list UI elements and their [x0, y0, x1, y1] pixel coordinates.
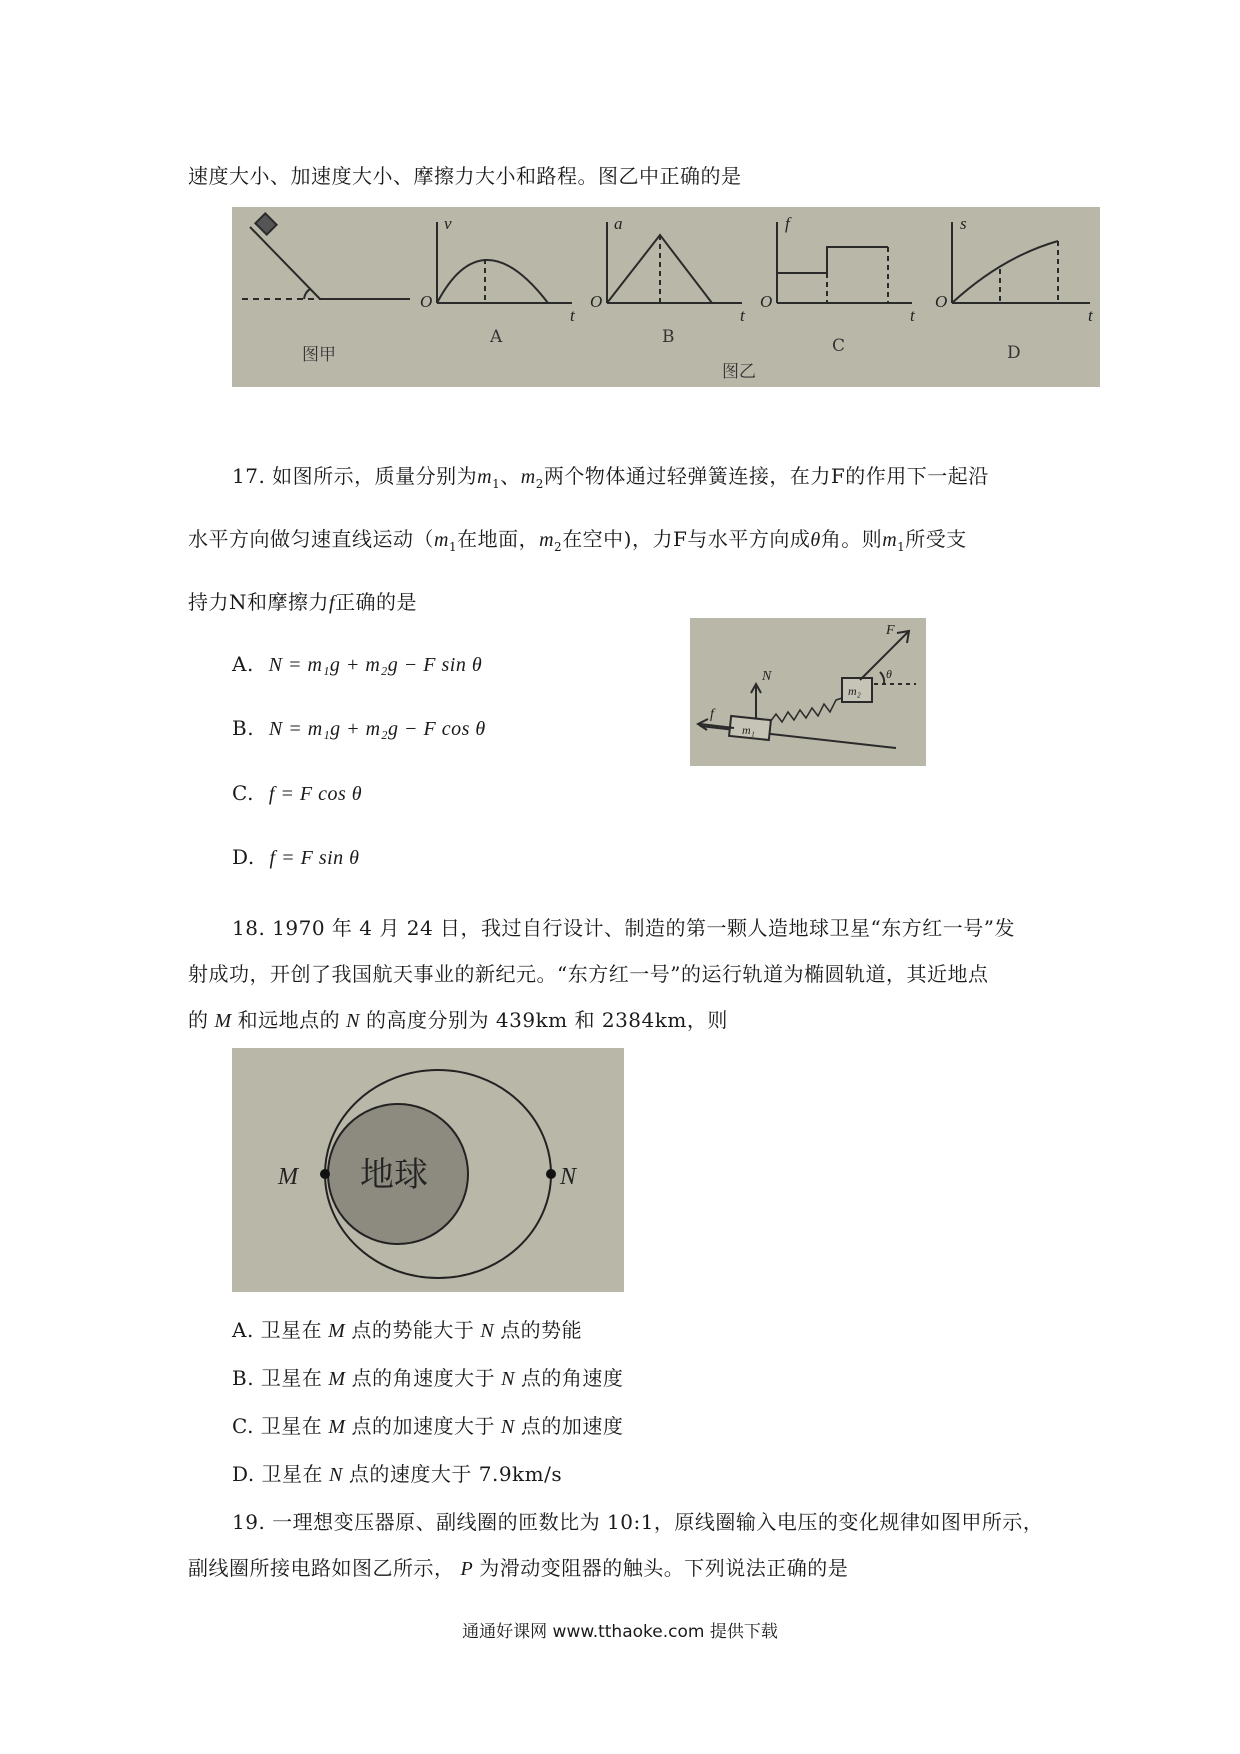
- label-f: f: [710, 707, 714, 722]
- caption-yi: 图乙: [722, 362, 756, 382]
- q18-c-a: C. 卫星在: [232, 1414, 323, 1438]
- q17-option-d: [232, 845, 359, 870]
- q17-text-line2: [188, 523, 967, 554]
- point-N-dot: [546, 1169, 556, 1179]
- q17-l2-sub1b: 1: [897, 540, 906, 554]
- point-M-dot: [320, 1169, 330, 1179]
- q17-l3-f: f: [329, 592, 336, 614]
- q17-opt-c-label: C.: [232, 781, 254, 805]
- q18-d-a: D. 卫星在: [232, 1462, 324, 1486]
- q17-opt-c-expr: f = F cos θ: [268, 783, 363, 805]
- q17-figure: [690, 618, 926, 766]
- spring: [770, 698, 842, 722]
- q17-opt-a-expr: N = m₁g + m₂g − F sin θ: [268, 654, 483, 676]
- q18-b-b: 点的角速度大于: [351, 1366, 496, 1390]
- page-footer: 通通好课网 www.tthaoke.com 提供下载: [462, 1622, 778, 1642]
- q16-figure-svg: [232, 207, 1100, 387]
- force-arrow: [860, 632, 908, 680]
- q17-l2-e: 所受支: [905, 527, 967, 551]
- q17-l2-m1b: m: [882, 529, 898, 551]
- q18-a-b: 点的势能大于: [351, 1318, 475, 1342]
- label-theta: θ: [886, 667, 892, 681]
- q17-l1-m2: m: [520, 466, 536, 488]
- q17-l2-sub2: 2: [554, 540, 563, 554]
- q19-l2-a: 副线圈所接电路如图乙所示，: [188, 1556, 455, 1580]
- graph-a-y-label: v: [444, 214, 452, 233]
- q18-d-b: 点的速度大于 7.9km/s: [348, 1462, 563, 1486]
- q17-opt-d-label: D.: [232, 845, 255, 869]
- q17-option-a: [232, 652, 482, 677]
- q18-b-N: N: [501, 1368, 515, 1390]
- graph-d-y-label: s: [960, 214, 967, 233]
- q18-figure: [232, 1048, 624, 1292]
- q17-l1-c: 两个物体通过轻弹簧连接，在力F的作用下一起沿: [543, 464, 989, 488]
- graph-a-curve: [437, 260, 548, 303]
- q17-l1-a: 17. 如图所示，质量分别为: [232, 464, 478, 488]
- q18-b-M: M: [328, 1368, 346, 1390]
- q17-l2-a: 水平方向做匀速直线运动（: [188, 527, 434, 551]
- q17-opt-a-label: A.: [232, 652, 254, 676]
- q18-text-line3: [188, 1004, 728, 1033]
- q17-l3-a: 持力N和摩擦力: [188, 590, 329, 614]
- q17-l2-m2: m: [539, 529, 555, 551]
- graph-c-label: C: [832, 336, 846, 356]
- q17-l2-m1: m: [434, 529, 449, 551]
- graph-b-label: B: [662, 327, 675, 347]
- graph-a-origin: O: [420, 292, 433, 311]
- q17-option-b: [232, 716, 486, 741]
- caption-jia: 图甲: [302, 345, 336, 365]
- q17-l1-b: 、: [500, 464, 521, 488]
- label-M: M: [278, 1164, 298, 1190]
- q18-c-N: N: [500, 1416, 515, 1438]
- graph-c-x-label: t: [910, 306, 915, 325]
- q17-option-c: [232, 781, 362, 806]
- q18-a-M: M: [328, 1320, 346, 1342]
- q17-l1-m1: m: [477, 466, 493, 488]
- graph-c-y-label: f: [785, 214, 790, 233]
- label-m2: m₂: [848, 684, 861, 698]
- q17-opt-b-expr: N = m₁g + m₂g − F cos θ: [268, 718, 486, 740]
- label-F: F: [886, 623, 895, 638]
- q18-b-c: 点的角速度: [520, 1366, 624, 1390]
- q17-l1-sub1: 1: [492, 477, 501, 491]
- q18-text-line2: 射成功，开创了我国航天事业的新纪元。“东方红一号”的运行轨道为椭圆轨道，其近地点: [188, 962, 989, 986]
- graph-c-curve: [777, 247, 888, 273]
- q18-a-c: 点的势能: [500, 1318, 583, 1342]
- q17-l2-sub1: 1: [448, 540, 458, 554]
- q18-a-N: N: [480, 1320, 495, 1342]
- q19-l2-b: 为滑动变阻器的触头。下列说法正确的是: [479, 1556, 849, 1580]
- q17-text-line3: [188, 586, 417, 615]
- q18-option-d: [232, 1458, 562, 1487]
- q17-figure-svg: [690, 618, 926, 766]
- q18-c-b: 点的加速度大于: [351, 1414, 495, 1438]
- q18-l3-c: 的高度分别为 439km 和 2384km，则: [366, 1008, 728, 1032]
- graph-a-x-label: t: [570, 306, 575, 325]
- q19-text-line1: 19. 一理想变压器原、副线圈的匝数比为 10:1，原线圈输入电压的变化规律如图甲所示，: [232, 1510, 1044, 1534]
- q18-option-b: [232, 1362, 623, 1391]
- q16-text-line1: 速度大小、加速度大小、摩擦力大小和路程。图乙中正确的是: [188, 164, 742, 188]
- q17-opt-b-label: B.: [232, 716, 255, 740]
- q18-c-M: M: [328, 1416, 346, 1438]
- theta-arc: [880, 672, 884, 684]
- q17-l2-c: 在空中)，力F与水平方向成: [562, 527, 811, 551]
- q18-d-N: N: [329, 1464, 343, 1486]
- label-N: N: [560, 1164, 577, 1190]
- q18-option-c: [232, 1410, 623, 1439]
- q18-l3-a: 的: [188, 1008, 209, 1032]
- q17-opt-d-expr: f = F sin θ: [269, 847, 360, 869]
- graph-d-curve: [952, 241, 1058, 303]
- q17-l3-b: 正确的是: [335, 590, 418, 614]
- q17-l2-d: 角。则: [820, 527, 883, 551]
- angle-arc: [304, 289, 310, 299]
- graph-d-x-label: t: [1088, 306, 1093, 325]
- incline-line: [250, 227, 320, 299]
- graph-b-x-label: t: [740, 306, 745, 325]
- q18-b-a: B. 卫星在: [232, 1366, 323, 1390]
- q17-l2-b: 在地面，: [457, 527, 540, 551]
- q18-a-a: A. 卫星在: [232, 1318, 323, 1342]
- graph-b-origin: O: [590, 292, 603, 311]
- graph-d-label: D: [1007, 343, 1021, 363]
- q17-text-line1: [232, 460, 989, 491]
- label-N: N: [762, 669, 772, 684]
- q18-l3-M: M: [214, 1010, 232, 1032]
- graph-a-label: A: [490, 327, 503, 347]
- graph-d-origin: O: [935, 292, 948, 311]
- q18-l3-N: N: [346, 1010, 361, 1032]
- label-m1: m₁: [742, 723, 755, 737]
- q17-l1-sub2: 2: [535, 477, 544, 491]
- q19-text-line2: [188, 1552, 848, 1581]
- graph-c-origin: O: [760, 292, 773, 311]
- q18-l3-b: 和远地点的: [237, 1008, 341, 1032]
- q18-text-line1: 18. 1970 年 4 月 24 日，我过自行设计、制造的第一颗人造地球卫星“东方红一号”发: [232, 916, 1015, 940]
- q16-figure: [232, 207, 1100, 387]
- q19-l2-P: P: [460, 1558, 474, 1580]
- q18-option-a: [232, 1314, 582, 1343]
- q17-l2-theta: θ: [810, 529, 821, 551]
- q18-figure-svg: [232, 1048, 624, 1292]
- earth-label: 地球: [360, 1155, 428, 1195]
- block-icon: [255, 213, 276, 234]
- q18-c-c: 点的加速度: [520, 1414, 624, 1438]
- graph-b-y-label: a: [614, 214, 623, 233]
